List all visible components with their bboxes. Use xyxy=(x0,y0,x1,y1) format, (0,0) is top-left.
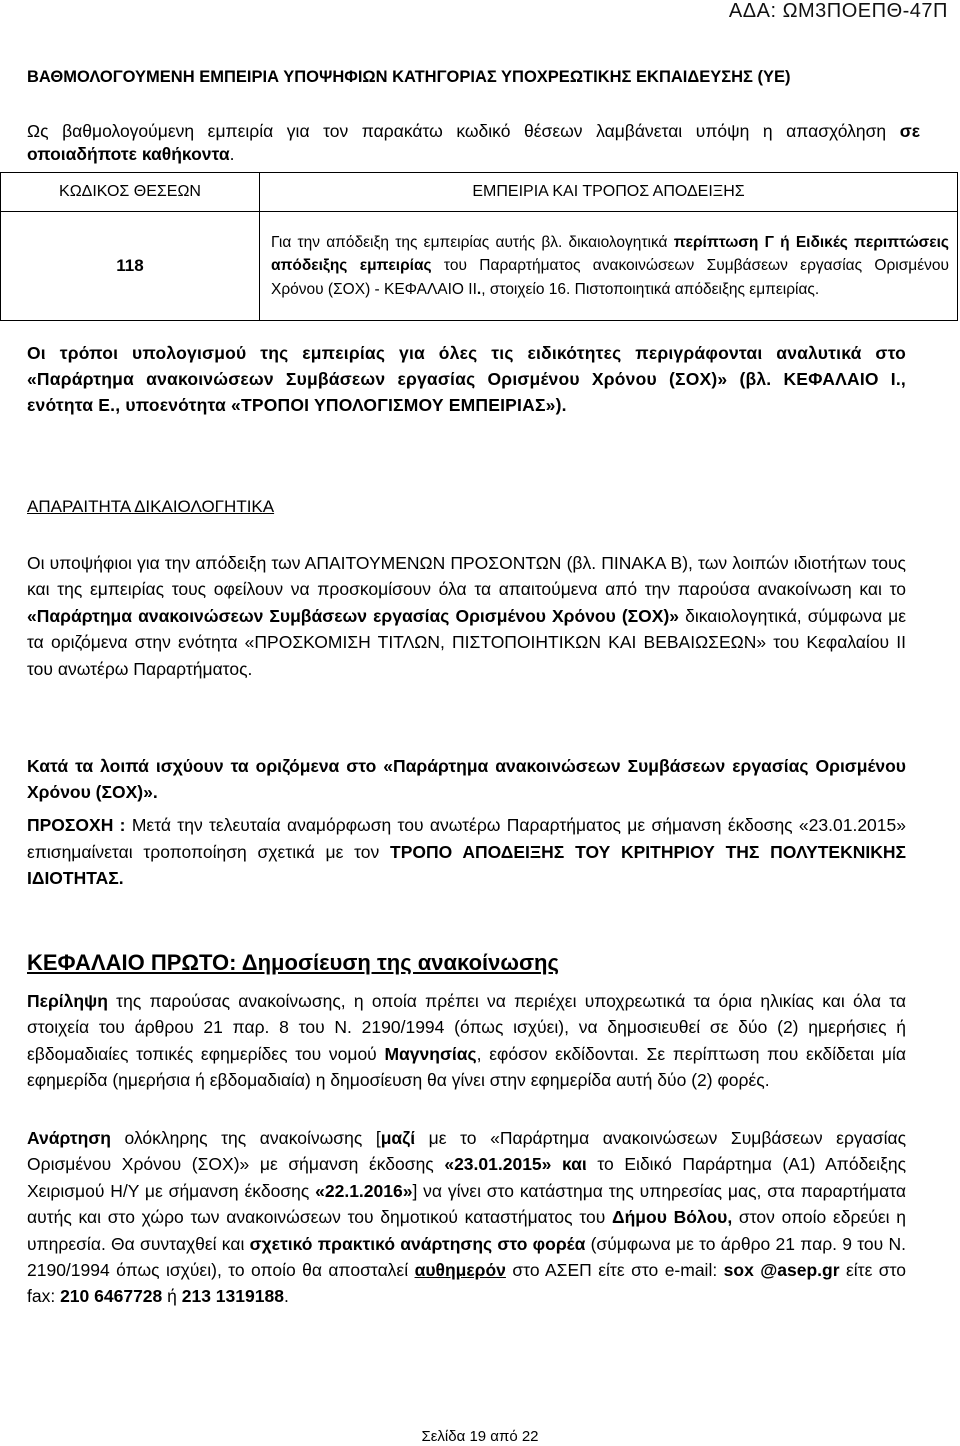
posting-bold-4: Δήμου Βόλου, xyxy=(612,1207,733,1228)
posting-paragraph xyxy=(27,1125,906,1310)
attention-text-1: Μετά την τελευταία αναμόρφωση του ανωτέρω Παραρτήματος με σήμανση έκδοσης «23.01.2015» επισημαίνεται τροποποίηση σχετικά με τον xyxy=(27,815,906,862)
docs-bold-1: «Παράρτημα ανακοινώσεων Συμβάσεων εργασίας Ορισμένου Χρόνου (ΣΟΧ)» xyxy=(27,605,680,626)
posting-bold-1: μαζί xyxy=(380,1128,416,1148)
summary-bold-1: Μαγνησίας xyxy=(384,1043,477,1064)
posting-bold-3: «22.1.2016» xyxy=(315,1180,413,1201)
posting-text-4: ] να γίνει στο κατάστημα της υπηρεσίας μας, στα παραρτήματα αυτής και στο χώρο των ανακοινώσεων του δημοτικού καταστήματος του xyxy=(27,1180,906,1228)
posting-label: Ανάρτηση xyxy=(27,1128,111,1148)
desc-text-2: του Παραρτήματος ανακοινώσεων Συμβάσεων εργασίας Ορισμένου Χρόνου (ΣΟΧ) - ΚΕΦΑΛΑΙΟ ΙΙ xyxy=(271,257,949,298)
attention-label: ΠΡΟΣΟΧΗ : xyxy=(27,815,126,835)
intro-text: Ως βαθμολογούμενη εμπειρία για τον παρακάτω κωδικό θέσεων λαμβάνεται υπόψη η απασχόληση xyxy=(27,121,900,141)
experience-description xyxy=(260,212,958,321)
posting-fax-1: 210 6467728 xyxy=(60,1286,163,1307)
summary-text-2: , εφόσον εκδίδονται. Σε περίπτωση που εκδίδεται μία εφημερίδα (ημερήσια ή εβδομαδιαία) η δημοσίευση θα γίνει στην εφημερίδα αυτή δύο (2) φορές. xyxy=(27,1043,906,1091)
intro-end: . xyxy=(229,144,235,164)
posting-bold-5: σχετικό πρακτικό ανάρτησης στο φορέα xyxy=(249,1233,586,1254)
posting-text-9: ή xyxy=(162,1286,182,1307)
intro-paragraph xyxy=(27,120,920,166)
posting-text-2: με το «Παράρτημα ανακοινώσεων Συμβάσεων εργασίας Ορισμένου Χρόνου (ΣΟΧ)» με σήμανση έκδοσης xyxy=(27,1128,907,1175)
desc-bold-1: περίπτωση Γ ή Ειδικές περιπτώσεις απόδειξης εμπειρίας xyxy=(271,233,949,275)
posting-text-3: το Ειδικό Παράρτημα (Α1) Απόδειξης Χειρισμού Η/Υ με σήμανση έκδοσης xyxy=(27,1154,907,1201)
summary-text-1: της παρούσας ανακοίνωσης, η οποία πρέπει να περιέχει υποχρεωτικά τα όρια ηλικίας και όλα τα στοιχεία του άρθρου 21 παρ. 8 του Ν. 2190/1994 (όπως ισχύει), να δημοσιευθεί σε δύο (2) ημερήσιες ή εβδομαδιαίες τοπικές εφημερίδες του νομού xyxy=(27,991,906,1064)
required-docs-title: ΑΠΑΡΑΙΤΗΤΑ ΔΙΚΑΙΟΛΟΓΗΤΙΚΑ xyxy=(27,497,275,516)
required-docs-paragraph xyxy=(27,550,906,682)
remaining-valid-paragraph: Κατά τα λοιπά ισχύουν τα οριζόμενα στο «Παράρτημα ανακοινώσεων Συμβάσεων εργασίας Ορισμένου Χρόνου (ΣΟΧ)». xyxy=(27,756,906,802)
posting-text-10: . xyxy=(283,1286,289,1307)
ada-code: ΑΔΑ: ΩΜ3ΠΟΕΠΘ-47Π xyxy=(728,0,948,22)
section-heading: ΒΑΘΜΟΛΟΓΟΥΜΕΝΗ ΕΜΠΕΙΡΙΑ ΥΠΟΨΗΦΙΩΝ ΚΑΤΗΓΟΡΙΑΣ ΥΠΟΧΡΕΩΤΙΚΗΣ ΕΚΠΑΙΔΕΥΣΗΣ (ΥΕ) xyxy=(27,68,791,86)
chapter-title: ΚΕΦΑΛΑΙΟ ΠΡΩΤΟ: Δημοσίευση της ανακοίνωσης xyxy=(27,950,559,975)
docs-text-2: δικαιολογητικά, σύμφωνα με τα οριζόμενα στην ενότητα «ΠΡΟΣΚΟΜΙΣΗ ΤΙΤΛΩΝ, ΠΙΣΤΟΠΟΙΗΤΙΚΩΝ ΚΑΙ ΒΕΒΑΙΩΣΕΩΝ» του Κεφαλαίου ΙΙ του ανωτέρω Παραρτήματος. xyxy=(27,605,906,679)
summary-paragraph xyxy=(27,988,906,1094)
intro-bold: σε οποιαδήποτε καθήκοντα xyxy=(27,121,920,164)
posting-text-5: στον οποίο εδρεύει η υπηρεσία. Θα συνταχθεί και xyxy=(27,1207,907,1254)
calculation-methods-paragraph: Οι τρόποι υπολογισμού της εμπειρίας για όλες τις ειδικότητες περιγράφονται αναλυτικά στο «Παράρτημα ανακοινώσεων Συμβάσεων εργασίας Ορισμένου Χρόνου (ΣΟΧ)» (βλ. ΚΕΦΑΛΑΙΟ Ι., ενότητα Ε., υποενότητα «ΤΡΟΠΟΙ ΥΠΟΛΟΓΙΣΜΟΥ ΕΜΠΕΙΡΙΑΣ»). xyxy=(27,343,906,415)
posting-text-6: (σύμφωνα με το άρθρο 21 παρ. 9 του Ν. 2190/1994 όπως ισχύει), το οποίο θα αποσταλεί xyxy=(27,1233,906,1281)
table-header-code: ΚΩΔΙΚΟΣ ΘΕΣΕΩΝ xyxy=(1,173,260,212)
posting-text-8: είτε στο fax: xyxy=(27,1260,907,1307)
desc-bold-2: . xyxy=(476,280,482,298)
summary-label: Περίληψη xyxy=(27,991,108,1011)
desc-text-1: Για την απόδειξη της εμπειρίας αυτής βλ. δικαιολογητικά xyxy=(271,233,674,251)
posting-bold-2: «23.01.2015» και xyxy=(444,1154,587,1175)
attention-bold-1: ΤΡΟΠΟ ΑΠΟΔΕΙΞΗΣ ΤΟΥ ΚΡΙΤΗΡΙΟΥ ΤΗΣ ΠΟΛΥΤΕΚΝΙΚΗΣ ΙΔΙΟΤΗΤΑΣ. xyxy=(27,841,906,888)
page-number: Σελίδα 19 από 22 xyxy=(421,1428,539,1445)
posting-text-7: στο ΑΣΕΠ είτε στο e-mail: xyxy=(505,1260,724,1281)
docs-text-1: Οι υποψήφιοι για την απόδειξη των ΑΠΑΙΤΟΥΜΕΝΩΝ ΠΡΟΣΟΝΤΩΝ (βλ. ΠΙΝΑΚΑ Β), των λοιπών ιδιοτήτων τους και της εμπειρίας τους οφείλουν να προσκομίσουν όλα τα απαιτούμενα από την παρούσα ανακοίνωση και το xyxy=(27,553,906,600)
position-code: 118 xyxy=(1,212,260,321)
positions-table xyxy=(0,172,958,321)
posting-text-1: ολόκληρης της ανακοίνωσης [ xyxy=(110,1128,381,1148)
desc-text-3: , στοιχείο 16. Πιστοποιητικά απόδειξης εμπειρίας. xyxy=(481,280,820,298)
attention-paragraph xyxy=(27,812,906,892)
posting-email[interactable]: sox @asep.gr xyxy=(723,1260,840,1281)
posting-fax-2: 213 1319188 xyxy=(181,1286,284,1307)
table-header-experience: ΕΜΠΕΙΡΙΑ ΚΑΙ ΤΡΟΠΟΣ ΑΠΟΔΕΙΞΗΣ xyxy=(260,173,958,212)
posting-bold-6: αυθημερόν xyxy=(414,1260,506,1281)
